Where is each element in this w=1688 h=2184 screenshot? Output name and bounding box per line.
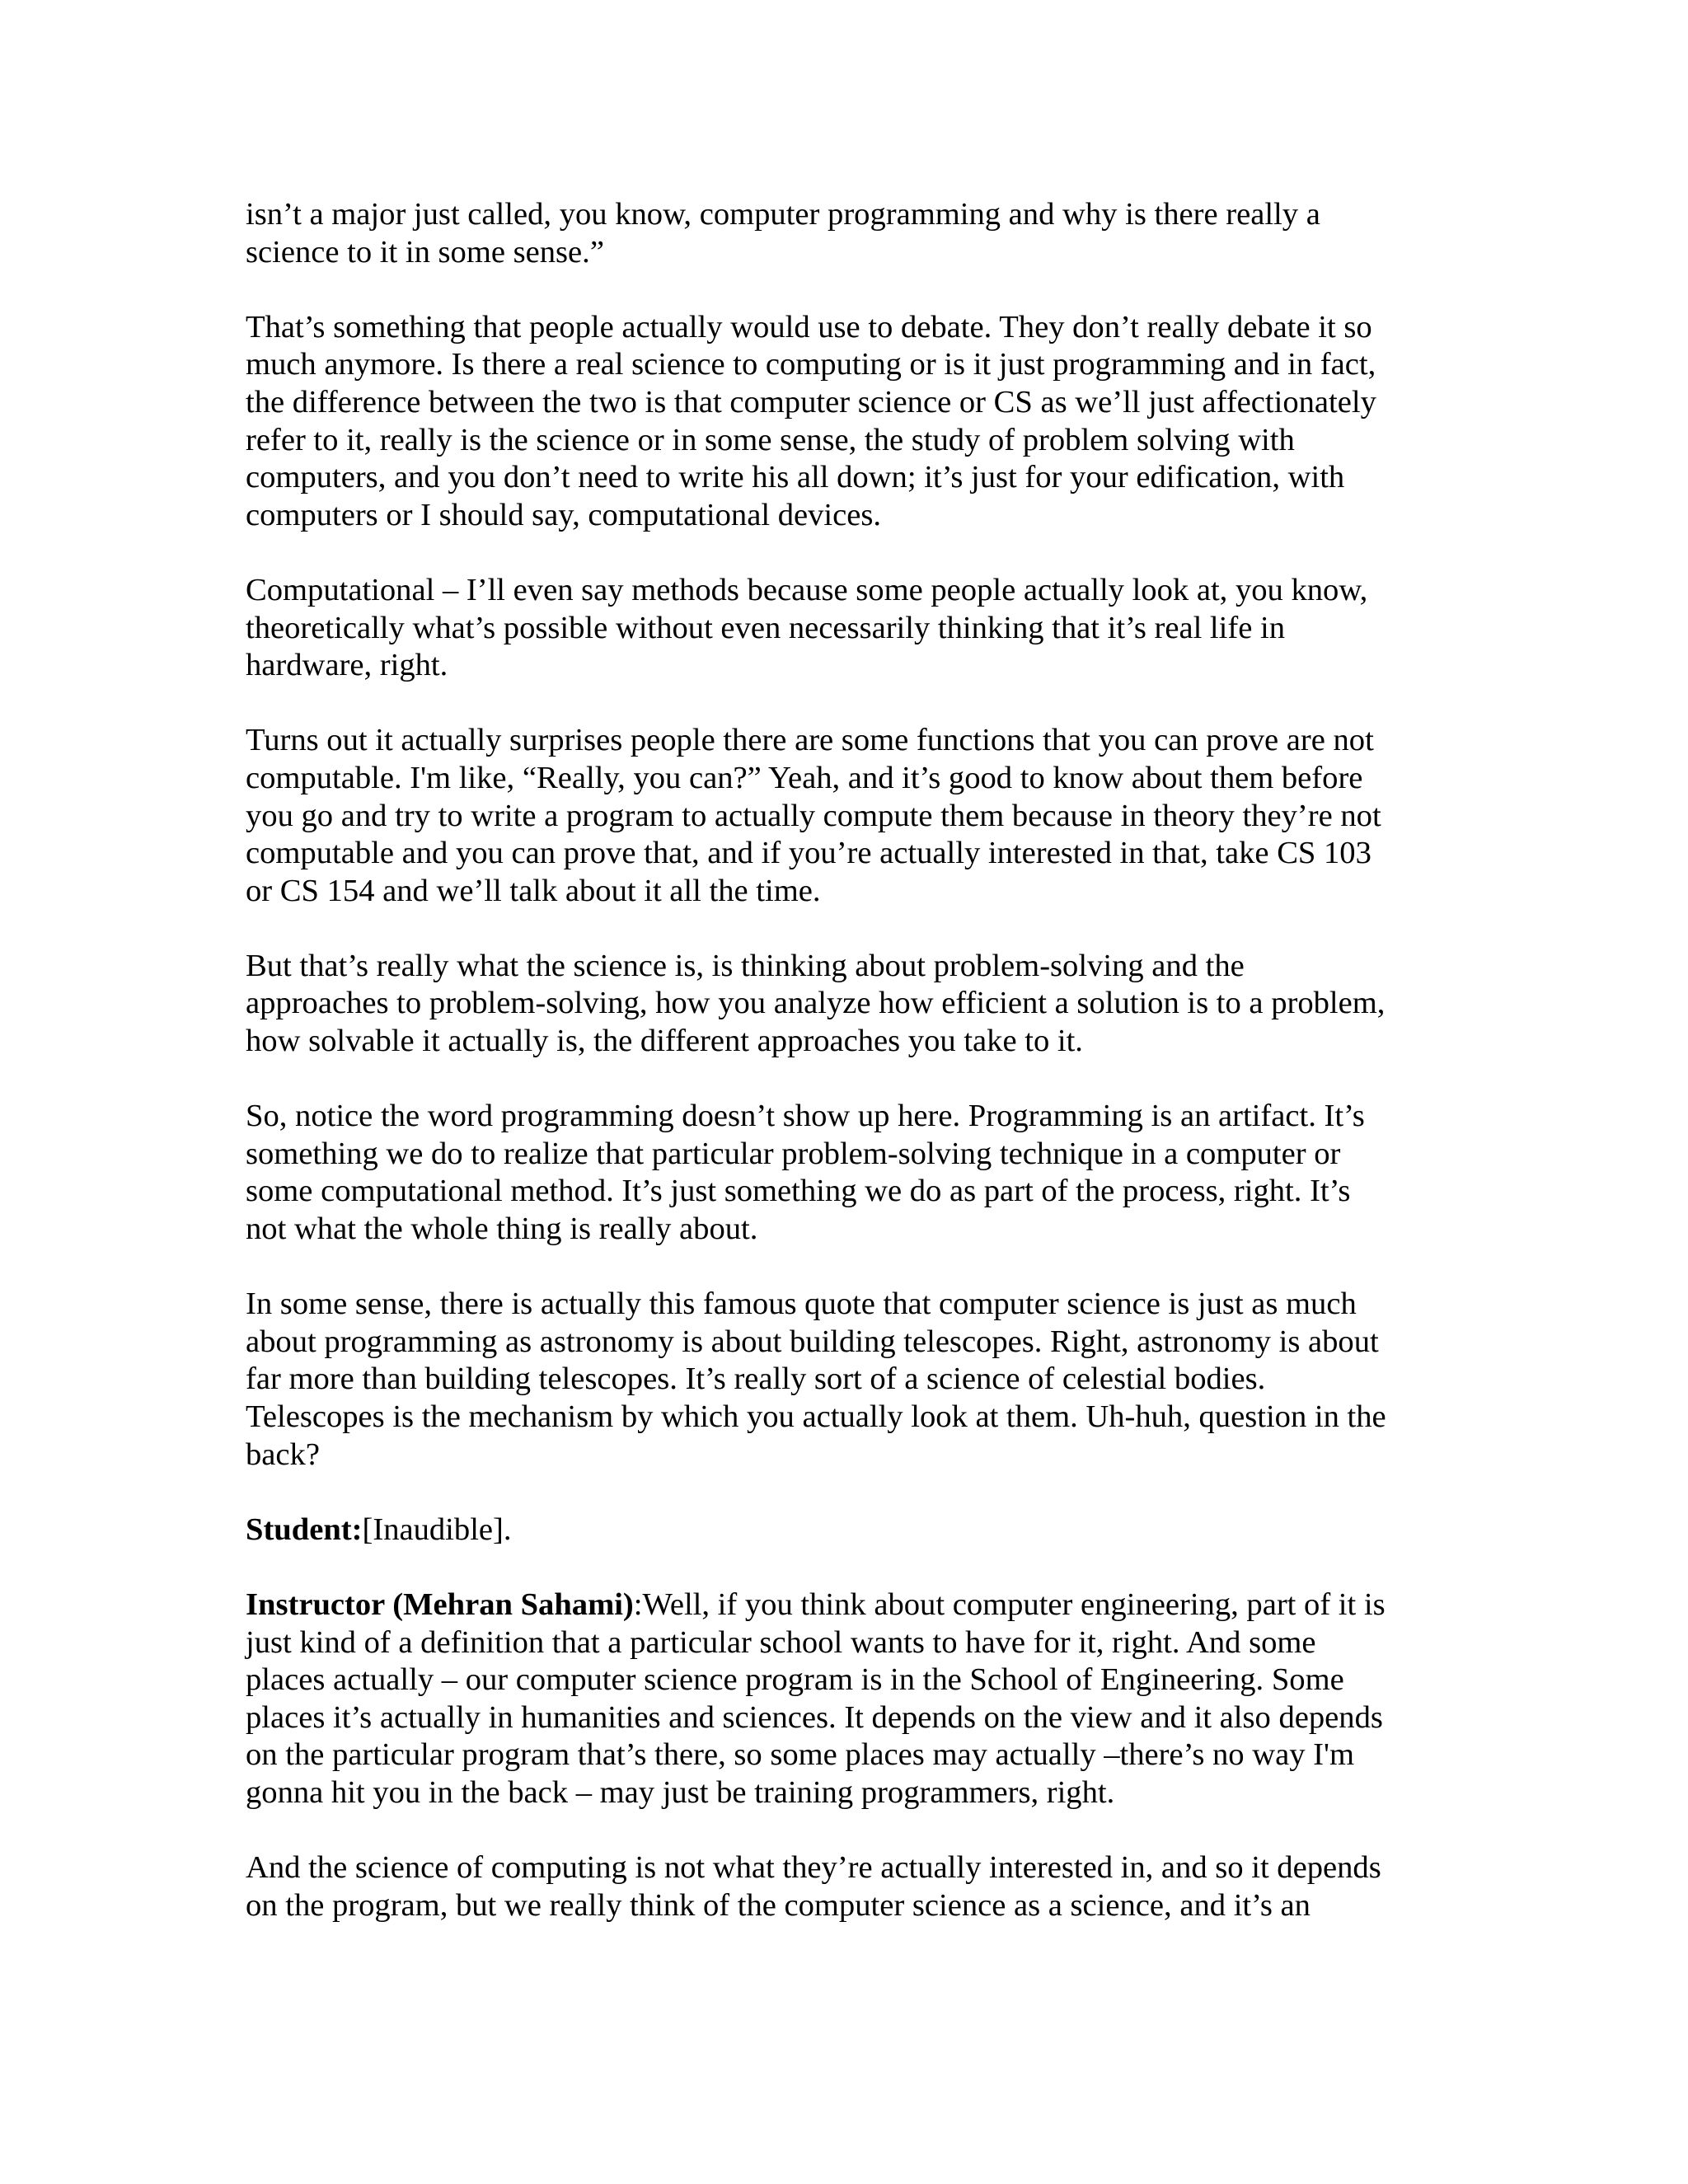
paragraph-3: [246, 572, 1451, 685]
speaker-label-instructor: Instructor (Mehran Sahami): [246, 1586, 634, 1622]
paragraph-5: [246, 948, 1451, 1061]
text-line: computable and you can prove that, and if you’re actually interested in that, take CS 103: [246, 836, 1372, 871]
speaker-label-student: Student:: [246, 1511, 363, 1547]
text-line: how solvable it actually is, the different approaches you take to it.: [246, 1024, 1083, 1059]
text-line: refer to it, really is the science or in some sense, the study of problem solving with: [246, 422, 1295, 457]
text-line: computable. I'm like, “Really, you can?” Yeah, and it’s good to know about them before: [246, 760, 1363, 795]
text-line: In some sense, there is actually this famous quote that computer science is just as much: [246, 1286, 1357, 1322]
text-line: far more than building telescopes. It’s really sort of a science of celestial bodies.: [246, 1361, 1266, 1397]
text-line: [246, 1511, 1451, 1549]
text-line: hardware, right.: [246, 648, 448, 683]
text-line: [246, 1586, 1451, 1624]
paragraph-final: [246, 1849, 1451, 1924]
text-line: just kind of a definition that a particular school wants to have for it, right. And some: [246, 1624, 1316, 1660]
paragraph-4: [246, 722, 1451, 910]
instructor-utterance-start: :Well, if you think about computer engineering, part of it is: [633, 1586, 1386, 1622]
text-line: back?: [246, 1436, 320, 1472]
text-line: much anymore. Is there a real science to computing or is it just programming and in fact,: [246, 347, 1376, 382]
text-line: theoretically what’s possible without even necessarily thinking that it’s real life in: [246, 610, 1285, 645]
text-line: or CS 154 and we’ll talk about it all the time.: [246, 873, 821, 908]
text-line: approaches to problem-solving, how you analyze how efficient a solution is to a problem,: [246, 986, 1386, 1021]
text-line: computers, and you don’t need to write his all down; it’s just for your edification, with: [246, 460, 1345, 495]
text-line: on the particular program that’s there, so some places may actually –there’s no way I'm: [246, 1737, 1354, 1773]
text-line: And the science of computing is not what they’re actually interested in, and so it depends: [246, 1850, 1381, 1886]
text-line: places it’s actually in humanities and sciences. It depends on the view and it also depends: [246, 1699, 1383, 1735]
text-line: places actually – our computer science program is in the School of Engineering. Some: [246, 1662, 1344, 1698]
text-line: you go and try to write a program to actually compute them because in theory they’re not: [246, 798, 1381, 833]
text-line: Telescopes is the mechanism by which you actually look at them. Uh-huh, question in the: [246, 1399, 1386, 1434]
student-turn: [246, 1511, 1451, 1549]
text-line: on the program, but we really think of the computer science as a science, and it’s an: [246, 1887, 1311, 1923]
text-line: not what the whole thing is really about.: [246, 1212, 758, 1247]
text-line: science to it in some sense.”: [246, 234, 604, 269]
transcript-body: [246, 196, 1451, 1962]
text-line: isn’t a major just called, you know, computer programming and why is there really a: [246, 197, 1320, 232]
paragraph-1: [246, 196, 1451, 271]
text-line: some computational method. It’s just something we do as part of the process, right. It’s: [246, 1174, 1351, 1209]
text-line: something we do to realize that particular problem-solving technique in a computer or: [246, 1136, 1341, 1171]
instructor-turn: [246, 1586, 1451, 1812]
text-line: But that’s really what the science is, is thinking about problem-solving and the: [246, 948, 1245, 983]
text-line: computers or I should say, computational devices.: [246, 497, 882, 532]
text-line: the difference between the two is that computer science or CS as we’ll just affectionately: [246, 384, 1376, 419]
text-line: about programming as astronomy is about building telescopes. Right, astronomy is about: [246, 1324, 1379, 1359]
text-line: Computational – I’ll even say methods because some people actually look at, you know,: [246, 572, 1368, 607]
text-line: So, notice the word programming doesn’t show up here. Programming is an artifact. It’s: [246, 1099, 1365, 1134]
paragraph-7: [246, 1286, 1451, 1474]
paragraph-6: [246, 1098, 1451, 1248]
text-line: Turns out it actually surprises people there are some functions that you can prove are not: [246, 723, 1374, 758]
paragraph-2: [246, 309, 1451, 535]
text-line: gonna hit you in the back – may just be training programmers, right.: [246, 1774, 1115, 1810]
text-line: That’s something that people actually would use to debate. They don’t really debate it so: [246, 309, 1372, 344]
student-utterance: [Inaudible].: [362, 1511, 512, 1547]
